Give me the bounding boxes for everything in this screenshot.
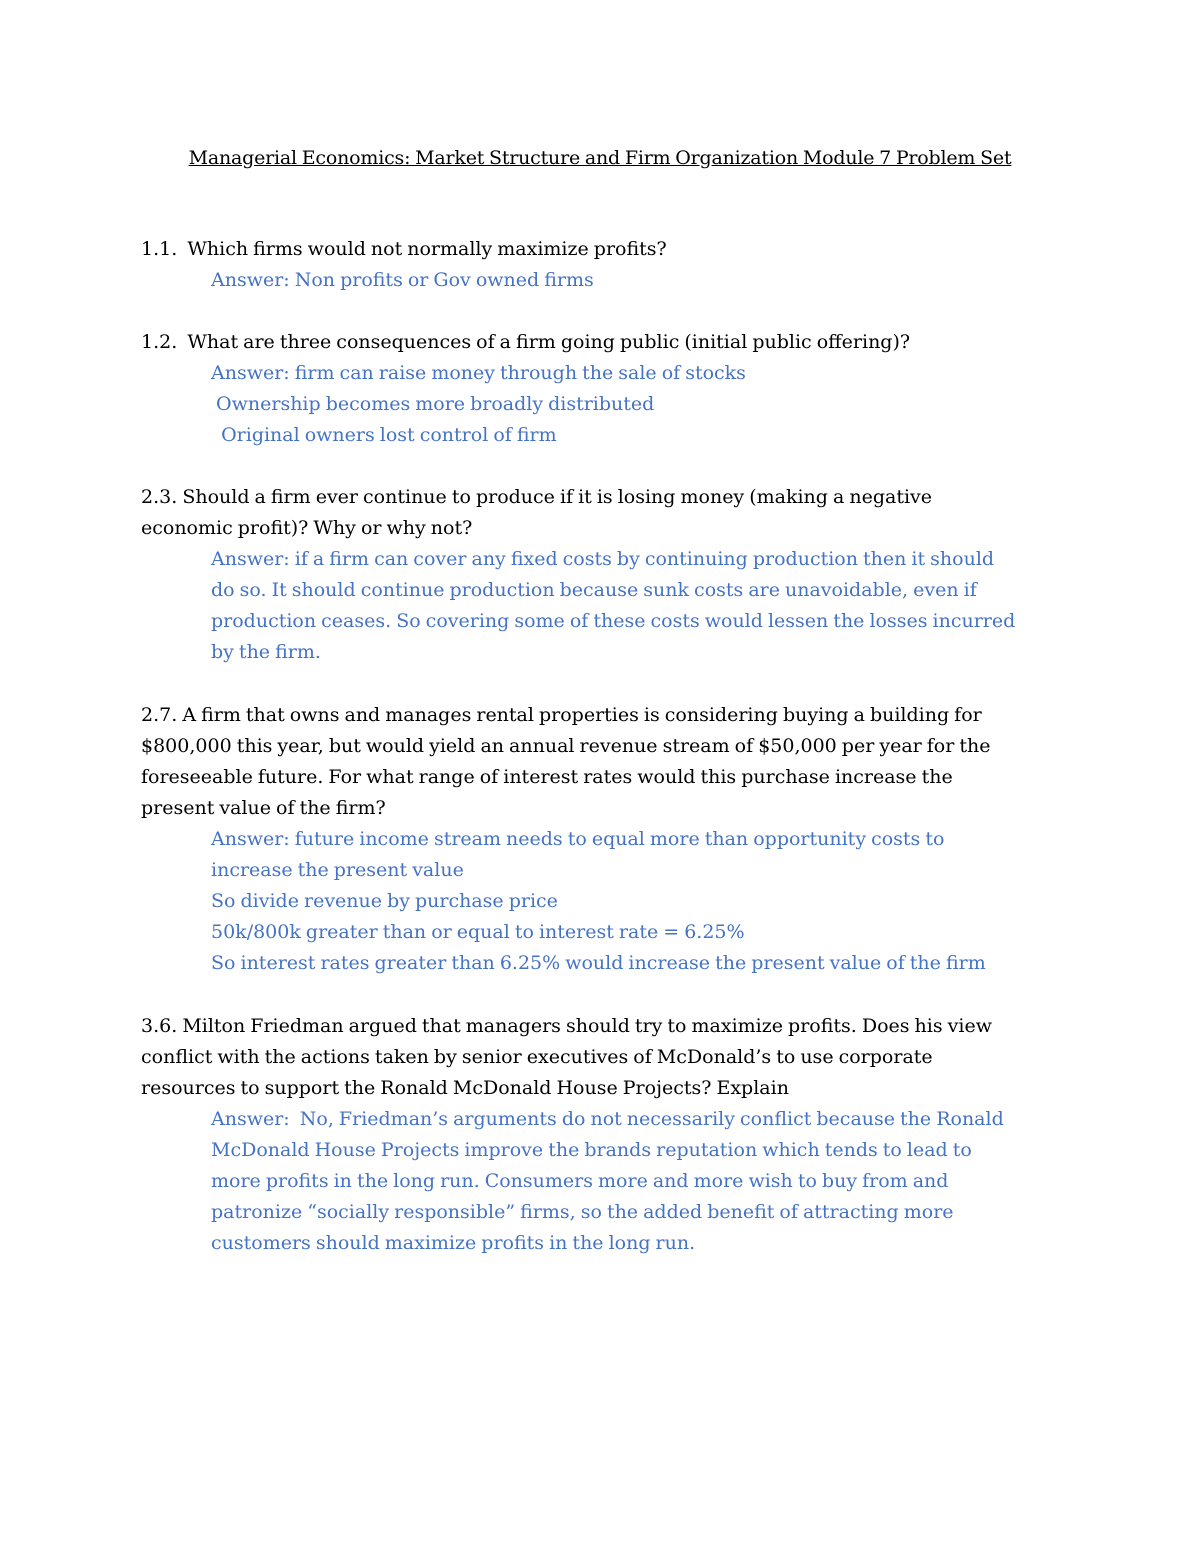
answer-line: So interest rates greater than 6.25% would increase the present value of the firm <box>211 952 986 974</box>
question-body: Should a firm ever continue to produce if it is losing money (making a negative <box>182 486 933 508</box>
document-title: Managerial Economics: Market Structure and Firm Organization Module 7 Problem Set <box>188 147 1012 169</box>
question-block-3-6 <box>141 1011 1061 1259</box>
question-text <box>141 700 1061 731</box>
question-number: 1.2. <box>141 331 178 353</box>
question-number: 2.7. <box>141 704 178 726</box>
question-text <box>141 234 1061 265</box>
question-body: A firm that owns and manages rental properties is considering buying a building for <box>182 704 982 726</box>
answer-line: Ownership becomes more broadly distributed <box>211 393 655 415</box>
answer-line: Answer: Non profits or Gov owned firms <box>211 269 594 291</box>
question-text-continued: resources to support the Ronald McDonald House Projects? Explain <box>141 1077 789 1099</box>
question-text <box>141 1011 1061 1042</box>
answer-line: Original owners lost control of firm <box>211 424 557 446</box>
answer-line: more profits in the long run. Consumers more and more wish to buy from and <box>211 1170 949 1192</box>
question-body: Which firms would not normally maximize profits? <box>187 238 667 260</box>
question-text-continued: foreseeable future. For what range of interest rates would this purchase increase the <box>141 766 953 788</box>
question-number: 3.6. <box>141 1015 178 1037</box>
answer-line: increase the present value <box>211 859 464 881</box>
question-number: 2.3. <box>141 486 178 508</box>
question-text-continued: economic profit)? Why or why not? <box>141 517 473 539</box>
answer-line: McDonald House Projects improve the brands reputation which tends to lead to <box>211 1139 972 1161</box>
answer-line: by the firm. <box>211 641 321 663</box>
question-text <box>141 327 1061 358</box>
answer-line: 50k/800k greater than or equal to interest rate = 6.25% <box>211 921 745 943</box>
question-block-2-3 <box>141 482 1061 668</box>
answer-line: Answer: firm can raise money through the sale of stocks <box>211 362 746 384</box>
question-number: 1.1. <box>141 238 178 260</box>
question-block-2-7 <box>141 700 1061 979</box>
answer-line: So divide revenue by purchase price <box>211 890 558 912</box>
question-block-1-2 <box>141 327 1061 451</box>
question-block-1-1 <box>141 234 1061 296</box>
question-body: What are three consequences of a firm going public (initial public offering)? <box>187 331 911 353</box>
answer-line: production ceases. So covering some of these costs would lessen the losses incurred <box>211 610 1016 632</box>
answer-line: patronize “socially responsible” firms, so the added benefit of attracting more <box>211 1201 954 1223</box>
question-text-continued: present value of the firm? <box>141 797 386 819</box>
question-text <box>141 482 1061 513</box>
answer-line: Answer: future income stream needs to equal more than opportunity costs to <box>211 828 945 850</box>
question-text-continued: $800,000 this year, but would yield an annual revenue stream of $50,000 per year for the <box>141 735 991 757</box>
answer-line: Answer: if a firm can cover any fixed costs by continuing production then it should <box>211 548 995 570</box>
answer-line: Answer: No, Friedman’s arguments do not necessarily conflict because the Ronald <box>211 1108 1004 1130</box>
question-text-continued: conflict with the actions taken by senior executives of McDonald’s to use corporate <box>141 1046 933 1068</box>
answer-line: customers should maximize profits in the long run. <box>211 1232 696 1254</box>
answer-line: do so. It should continue production because sunk costs are unavoidable, even if <box>211 579 977 601</box>
question-body: Milton Friedman argued that managers should try to maximize profits. Does his view <box>182 1015 992 1037</box>
